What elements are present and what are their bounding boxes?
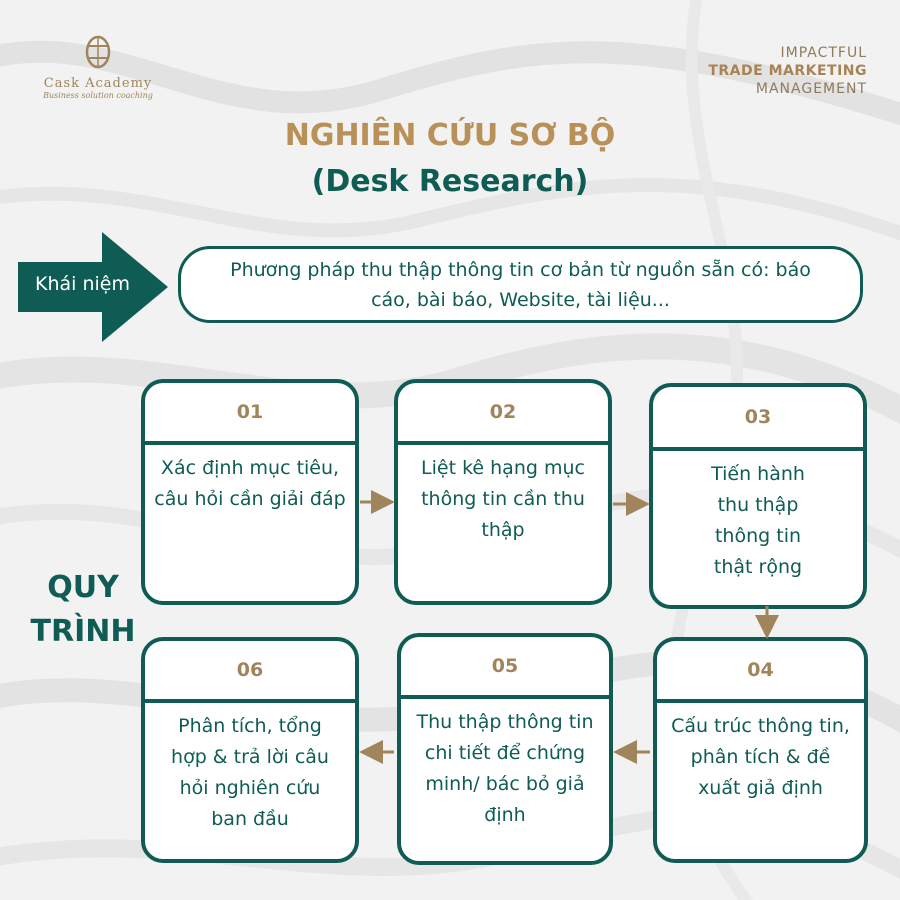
step-number: 03: [653, 387, 863, 451]
step-card-05: [397, 633, 613, 865]
cask-academy-logo: [28, 34, 168, 100]
course-line-1: IMPACTFUL: [780, 45, 867, 61]
step-card-02: [394, 379, 612, 605]
page-title: NGHIÊN CỨU SƠ BỘ: [284, 118, 616, 153]
step-number: 05: [401, 637, 609, 699]
step-text: Liệt kê hạng mục thông tin cần thu thập: [421, 457, 585, 541]
step-card-03: [649, 383, 867, 609]
step-number: 02: [398, 383, 608, 445]
step-card-01: [141, 379, 359, 605]
step-text: Xác định mục tiêu, câu hỏi cần giải đáp: [154, 457, 346, 510]
step-number: 06: [145, 641, 355, 703]
step-number: 04: [657, 641, 864, 703]
process-label: QUY TRÌNH: [30, 570, 136, 649]
concept-label: Khái niệm: [35, 273, 130, 295]
step-text: Tiến hành thu thập thông tin thật rộng: [711, 463, 805, 578]
step-number: 01: [145, 383, 355, 445]
step-text: Thu thập thông tin chi tiết để chứng minh/ bác bỏ giả định: [416, 711, 594, 826]
step-text: Cấu trúc thông tin, phân tích & đề xuất giả định: [671, 715, 850, 799]
concept-definition: [178, 246, 863, 323]
barrel-icon: [78, 34, 118, 70]
brand-name: Cask Academy: [43, 76, 153, 91]
course-line-3: MANAGEMENT: [755, 81, 867, 97]
page-subtitle: (Desk Research): [311, 164, 589, 199]
concept-text: Phương pháp thu thập thông tin cơ bản từ nguồn sẵn có: báo cáo, bài báo, Website, tài liệu...: [230, 258, 811, 311]
step-text: Phân tích, tổng hợp & trả lời câu hỏi nghiên cứu ban đầu: [171, 715, 329, 830]
course-name: [708, 44, 867, 98]
course-line-2: TRADE MARKETING: [708, 63, 867, 79]
step-card-04: [653, 637, 868, 863]
brand-tagline: Business solution coaching: [43, 91, 153, 100]
step-card-06: [141, 637, 359, 863]
